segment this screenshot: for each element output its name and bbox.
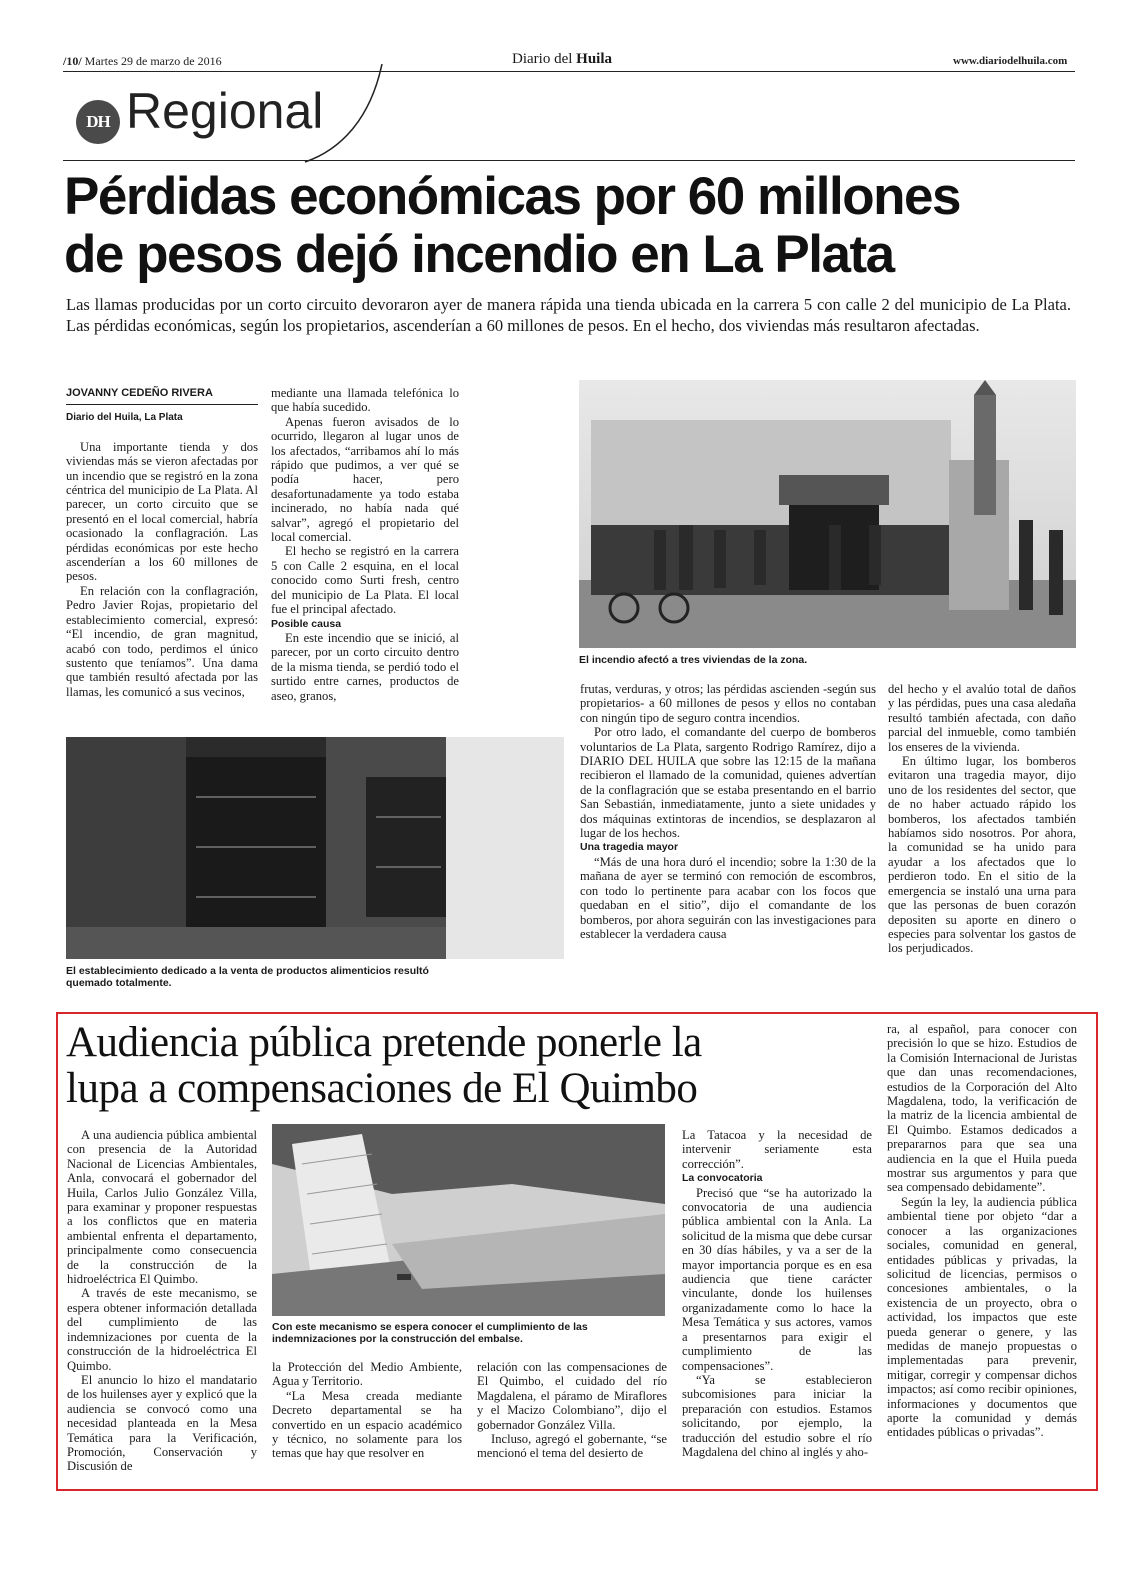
article1-lead: Las llamas producidas por un corto circuito devoraron ayer de manera rápida una tienda ubicada en la carrera 5 con calle 2 del municipio de La Plata. Las pérdidas económicas, según los propietarios, ascenderían a 60 millones de pesos. En el hecho, dos viviendas más resultaron afectadas. xyxy=(66,295,1071,335)
subhead-tragedia: Una tragedia mayor xyxy=(580,841,679,854)
article1-col2 xyxy=(271,386,459,703)
article2-col5 xyxy=(887,1022,1077,1440)
article2-title-line1: Audiencia pública pretende ponerle la xyxy=(66,1019,702,1066)
byline: JOVANNY CEDEÑO RIVERA xyxy=(66,387,213,399)
paragraph: Apenas fueron avisados de lo ocurrido, llegaron al lugar unos de los afectados, “arribamos ahí lo más rápido que pudimos, a ver qué se podía hacer, pero desafortunadamente ya todo estaba incinerado, no había nada qué salvar”, agregó el propietario del local comercial. xyxy=(271,414,459,545)
dh-logo: DH xyxy=(76,100,120,144)
article1-headline xyxy=(64,168,960,284)
burned-store-photo xyxy=(66,737,564,959)
quimbo-photo-caption: Con este mecanismo se espera conocer el cumplimiento de las indemnizaciones por la construcción del embalse. xyxy=(272,1321,588,1345)
article2-headline xyxy=(66,1020,702,1112)
subhead-causa: Posible causa xyxy=(271,617,342,630)
page-number: /10/ xyxy=(63,54,82,68)
article2-title-line2: lupa a compensaciones de El Quimbo xyxy=(66,1065,698,1112)
website-url[interactable]: www.diariodelhuila.com xyxy=(953,55,1068,67)
paragraph: Precisó que “se ha autorizado la convocatoria de una audiencia pública ambiental con la Anla. La solicitud de la misma que debe cursar en 30 días hábiles, y va a ser de la mayor importancia porque es en esa audiencia que tiene carácter vinculante, donde los huilenses organizadamente como lo hace la Mesa Temática y sus actores, vamos a presentarnos para exigir el cumplimiento de las compensaciones”. xyxy=(682,1185,872,1373)
masthead-name: Huila xyxy=(576,51,613,67)
article1-title-line1: Pérdidas económicas por 60 millones xyxy=(64,167,960,226)
paragraph: frutas, verduras, y otros; las pérdidas ascienden -según sus propietarios- a 60 millones de pesos y ellos no contaban con ningún tipo de seguro contra incendios. xyxy=(580,682,876,725)
article2-col4 xyxy=(682,1128,872,1459)
paragraph: del hecho y el avalúo total de daños y las pérdidas, pues una casa aledaña resultó también afectada, con daño parcial del inmueble, como también los enseres de la vivienda. xyxy=(888,682,1076,754)
section-rule xyxy=(63,160,1075,161)
article1-col3 xyxy=(580,682,876,941)
paragraph: Según la ley, la audiencia pública ambiental tiene por objeto “dar a conocer a las organizaciones sociales, comunidad en general, entidades públicas y privadas, la solicitud de licencias, permisos o concesiones ambientales, o la existencia de un proyecto, obra o actividad, los impactos que este pueda generar o genere, y las medidas de manejo propuestas o implementadas para prevenir, mitigar, corregir y compensar dichos impactos; así como recibir opiniones, informaciones y documentos que aporte la comunidad y demás entidades públicas o privadas”. xyxy=(887,1194,1077,1440)
section-title: Regional xyxy=(126,83,324,139)
photo-caption-top: El incendio afectó a tres viviendas de la zona. xyxy=(579,654,808,666)
header-rule xyxy=(63,71,1075,72)
paragraph: En último lugar, los bomberos evitaron una tragedia mayor, dijo uno de los residentes del sector, que de no haber actuado rápido los bomberos, los afectados también habíamos sido nosotros. Por ahora, la comunidad se ha unido para ayudar a los afectados que lo perdieron todo. En el sitio de la emergencia se instaló una urna para que las personas de buen corazón depositen su aporte en dinero o especies para solventar los gastos de los perjudicados. xyxy=(888,754,1076,956)
masthead xyxy=(512,51,612,68)
swoosh-decoration xyxy=(300,60,390,170)
paragraph: En relación con la conflagración, Pedro Javier Rojas, propietario del establecimiento comercial, expresó: “El incendio, de gran magnitud, acabó con todo, perdimos el único sustento que teníamos”. Una dama que también resultó afectada por las llamas, les comunicó a sus vecinos, xyxy=(66,583,258,699)
paragraph: A través de este mecanismo, se espera obtener información detallada del cumplimiento de las indemnizaciones por cuenta de la construcción de la hidroeléctrica El Quimbo. xyxy=(67,1286,257,1373)
article2-col1 xyxy=(67,1128,257,1474)
quimbo-dam-photo xyxy=(272,1124,665,1316)
paragraph: “La Mesa creada mediante Decreto departamental se ha convertido en un espacio académico y técnico, no solamente para los temas que hay que resolver en xyxy=(272,1388,462,1461)
page-header-left xyxy=(63,54,222,69)
article2-col3 xyxy=(477,1360,667,1461)
subhead-convocatoria: La convocatoria xyxy=(682,1172,763,1185)
paragraph: Una importante tienda y dos viviendas más se vieron afectadas por un incendio que se registró en la zona céntrica del municipio de La Plata. Al parecer, un corto circuito que se presentó en el local comercial, habría ocasionado la conflagración. Las pérdidas económicas por este hecho ascenderían a los 60 millones de pesos. xyxy=(66,439,258,584)
paragraph: Por otro lado, el comandante del cuerpo de bomberos voluntarios de La Plata, sargento Rodrigo Ramírez, dijo a DIARIO DEL HUILA que sobre las 12:15 de la mañana recibieron el llamado de la comunidad, quienes advertían de la conflagración que se estaba presentando en el barrio San Sebastián, inmediatamente, junto a siete unidades y dos máquinas extintoras de incendios, se desplazaron al lugar de los hechos. xyxy=(580,725,876,841)
paragraph: relación con las compensaciones de El Quimbo, el cuidado del río Magdalena, el páramo de Miraflores y el Macizo Colombiano”, dijo el gobernador González Villa. xyxy=(477,1360,667,1432)
paragraph: mediante una llamada telefónica lo que había sucedido. xyxy=(271,386,459,415)
paragraph: En este incendio que se inició, al parecer, por un corto circuito dentro de la misma tienda, se perdió todo el surtido entre carnes, productos de aseo, granos, xyxy=(271,630,459,703)
paragraph: “Más de una hora duró el incendio; sobre la 1:30 de la mañana de ayer se terminó con remoción de escombros, con todo lo pertinente para acabar con los focos que quedaban en el sitio”, dijo el comandante de los bomberos, por ahora seguirán con las investigaciones para establecer la verdadera causa xyxy=(580,854,876,941)
dateline: Diario del Huila, La Plata xyxy=(66,412,183,424)
photo-caption-bottom: El establecimiento dedicado a la venta de productos alimenticios resultó quemado totalmente. xyxy=(66,965,429,989)
paragraph: El hecho se registró en la carrera 5 con Calle 2 esquina, en el local conocido como Surti fresh, centro del municipio de La Plata. El local fue el principal afectado. xyxy=(271,544,459,617)
masthead-prefix: Diario del xyxy=(512,51,573,67)
article1-col4 xyxy=(888,682,1076,956)
fire-building-photo xyxy=(579,380,1076,648)
paragraph: La Tatacoa y la necesidad de intervenir seriamente esta corrección”. xyxy=(682,1128,872,1171)
paragraph: “Ya se establecieron subcomisiones para iniciar la preparación con estudios. Estamos solicitando, por ejemplo, la traducción del estudio sobre el río Magdalena del chino al inglés y aho- xyxy=(682,1372,872,1459)
paragraph: ra, al español, para conocer con precisión lo que se hizo. Estudios de la Comisión Internacional de Juristas que dan unas recomendaciones, estudios de la Corporación del Alto Magdalena, todo, la verificación de la matriz de la licencia ambiental de El Quimbo. Estamos dedicados a prepararnos para que sea una audiencia en la que el Huila pueda mostrar sus argumentos y para que sea compensado debidamente”. xyxy=(887,1022,1077,1195)
issue-date: Martes 29 de marzo de 2016 xyxy=(84,54,222,68)
paragraph: Incluso, agregó el gobernante, “se mencionó el tema del desierto de xyxy=(477,1432,667,1461)
paragraph: la Protección del Medio Ambiente, Agua y Territorio. xyxy=(272,1360,462,1389)
paragraph: A una audiencia pública ambiental con presencia de la Autoridad Nacional de Licencias Ambientales, Anla, convocará el gobernador del Huila, Carlos Julio González Villa, para examinar y proponer respuestas a los conflictos que en materia ambiental enfrenta el departamento, principalmente como consecuencia de la construcción de la hidroeléctrica El Quimbo. xyxy=(67,1128,257,1287)
paragraph: El anuncio lo hizo el mandatario de los huilenses ayer y explicó que la audiencia se convocó como una necesidad planteada en la Mesa Temática para la Verificación, Promoción, Conservación y Discusión de xyxy=(67,1372,257,1474)
article2-col2 xyxy=(272,1360,462,1461)
article1-title-line2: de pesos dejó incendio en La Plata xyxy=(64,225,894,284)
article1-col1 xyxy=(66,386,258,699)
